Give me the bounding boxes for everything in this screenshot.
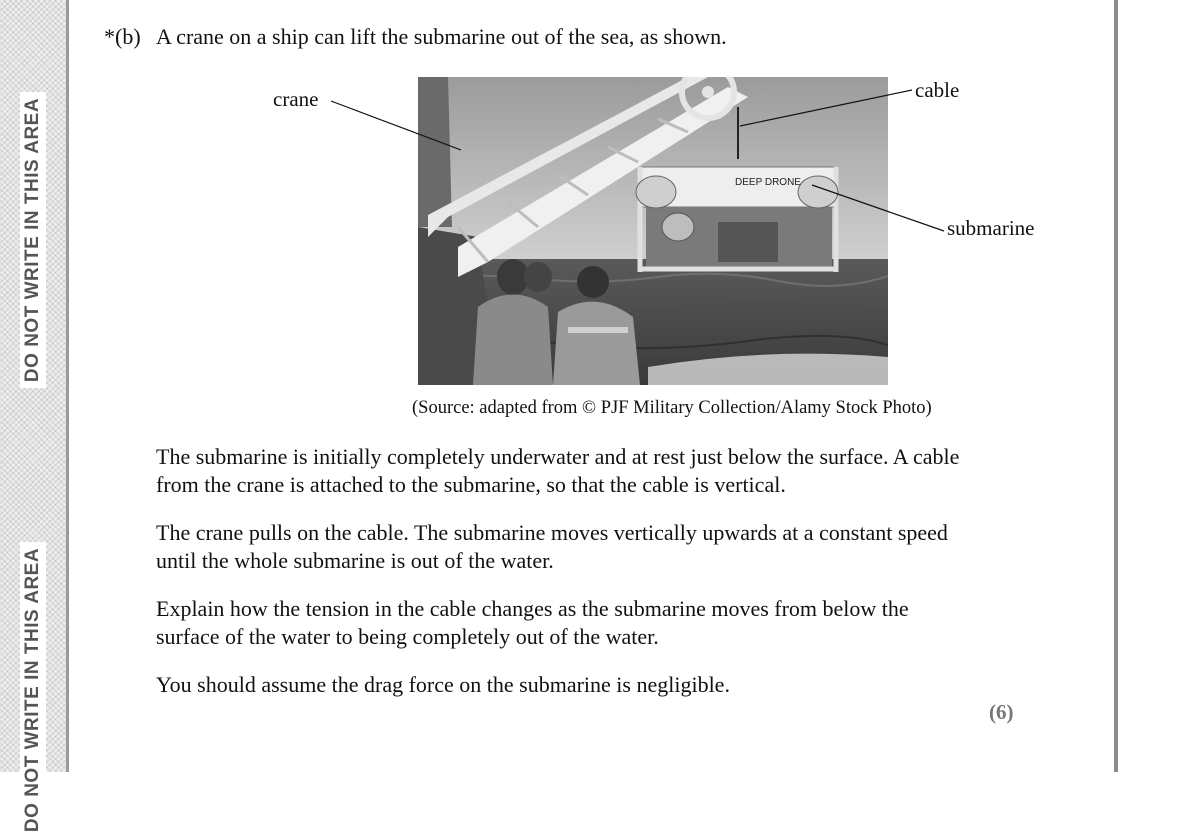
submarine-name-text: DEEP DRONE bbox=[735, 177, 801, 188]
question-heading: A crane on a ship can lift the submarine out of the sea, as shown. bbox=[156, 24, 727, 49]
crane-label: crane bbox=[273, 87, 319, 111]
paragraph-4: You should assume the drag force on the submarine is negligible. bbox=[156, 672, 730, 697]
cable-label: cable bbox=[915, 78, 960, 102]
paragraph-3: Explain how the tension in the cable changes as the submarine moves from below the surface of the water to being completely out of the water. bbox=[156, 596, 909, 649]
paragraph-2: The crane pulls on the cable. The submarine moves vertically upwards at a constant speed until the whole submarine is out of the water. bbox=[156, 520, 948, 573]
submarine-label: submarine bbox=[947, 216, 1035, 240]
photo-source: (Source: adapted from © PJF Military Collection/Alamy Stock Photo) bbox=[412, 398, 932, 418]
crane-photo bbox=[418, 77, 888, 385]
margin-warning-lower: DO NOT WRITE IN THIS AREA bbox=[20, 542, 46, 838]
question-marker: *(b) bbox=[104, 24, 141, 49]
right-margin-rule bbox=[1114, 0, 1118, 772]
margin-warning-upper: DO NOT WRITE IN THIS AREA bbox=[20, 92, 46, 388]
marks-indicator: (6) bbox=[989, 700, 1014, 724]
paragraph-1: The submarine is initially completely underwater and at rest just below the surface. A cable from the crane is attached to the submarine, so that the cable is vertical. bbox=[156, 444, 960, 497]
margin-strip bbox=[0, 0, 69, 833]
